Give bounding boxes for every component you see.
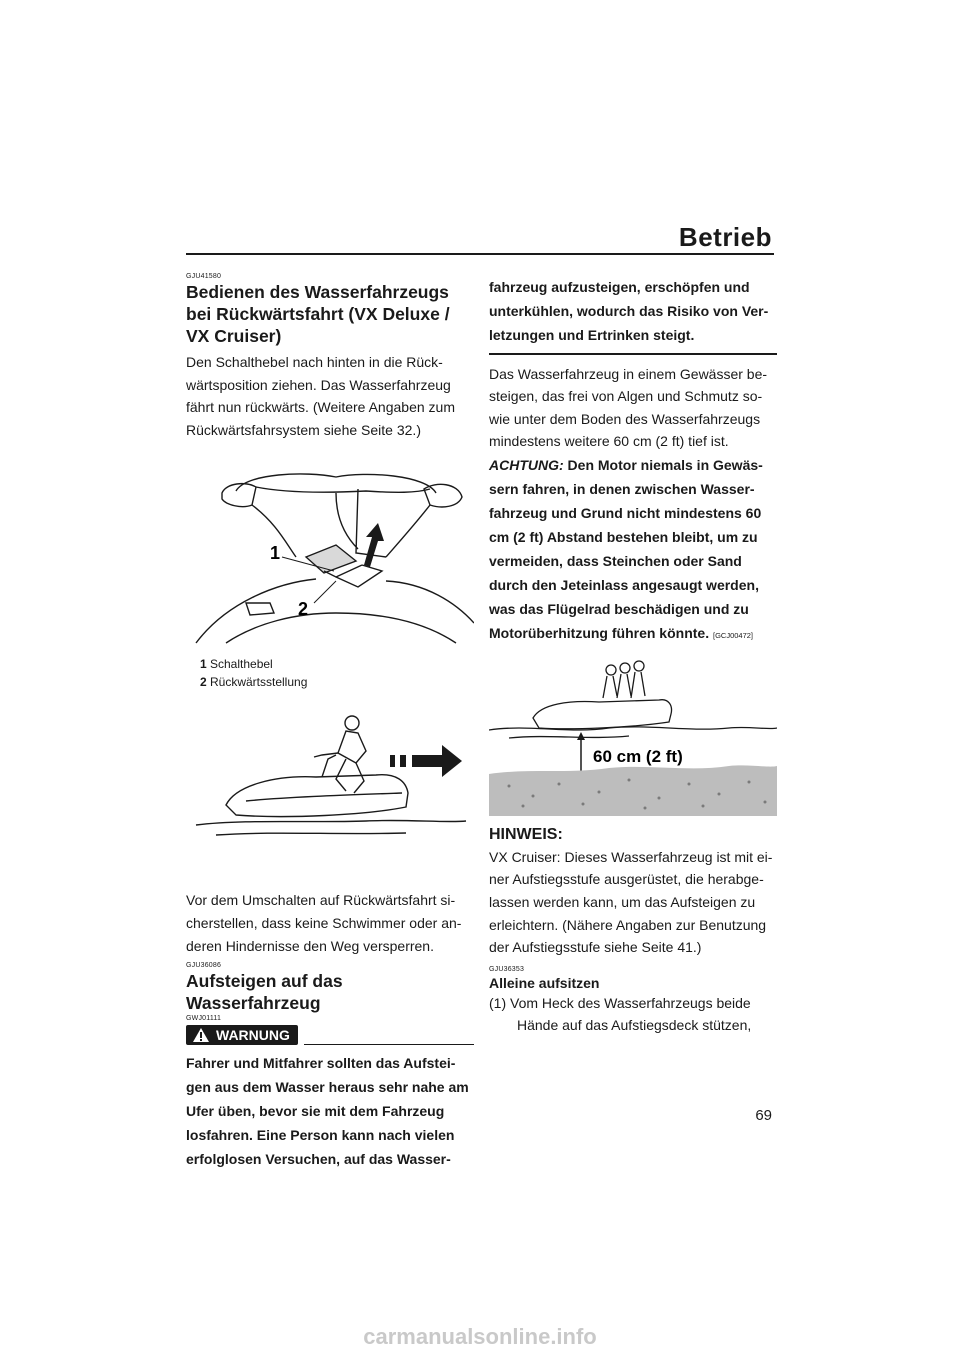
- depth-label: 60 cm (2 ft): [593, 746, 683, 766]
- warning-triangle-icon: [192, 1027, 210, 1043]
- warning-text: Fahrer und Mitfahrer sollten das Aufstei-gen aus dem Wasser heraus sehr nahe am Ufer üben, bevor sie mit dem Fahrzeug losfahren. Eine Person kann nach vielen erfolglosen Versuchen, auf das Wasser-: [186, 1055, 469, 1168]
- warning-text-continued: fahrzeug aufzusteigen, erschöpfen und unterkühlen, wodurch das Risiko von Ver-letzungen und Ertrinken steigt.: [489, 279, 769, 343]
- reverse-riding-figure: [186, 715, 474, 845]
- page-header-title: Betrieb: [678, 222, 772, 252]
- shift-lever-figure: [186, 453, 474, 653]
- caution-label: ACHTUNG:: [489, 456, 564, 473]
- section-code: GJU41580: [186, 273, 222, 280]
- section-code: GJU36086: [186, 962, 222, 970]
- depth-clearance-illustration: [489, 656, 777, 816]
- step-1-text: (1) Vom Heck des Wasserfahrzeugs beide Hände auf das Aufstiegsdeck stützen,: [489, 994, 752, 1034]
- section-title-alone: Alleine aufsitzen: [489, 974, 600, 991]
- figure-legend: [186, 655, 474, 691]
- hinweis-title: HINWEIS:: [489, 825, 563, 843]
- caution-text: Den Motor niemals in Gewäs-sern fahren, in denen zwischen Wasser-fahrzeug und Grund nicht mindestens 60 cm (2 ft) Abstand bestehen bleibt, um zu vermeiden, dass Steinchen oder Sand durch den Jeteinlass angesaugt werden, was das Flügelrad beschädigen und zu Motorüberhitzung führen könnte.: [489, 456, 763, 641]
- caution-code: [GCJ00472]: [712, 630, 754, 640]
- watermark: carmanualsonline.info: [363, 1324, 597, 1349]
- reverse-body-text: Den Schalthebel nach hinten in die Rück-wärtsposition ziehen. Das Wasserfahrzeug fährt nun rückwärts. (Weitere Angaben zum Rückwärtsfahrsystem siehe Seite 32.): [186, 354, 455, 438]
- legend-text: Schalthebel: [210, 657, 273, 672]
- warning-rule: [304, 1044, 474, 1046]
- caution-paragraph: [489, 453, 777, 648]
- section-title-reverse: Bedienen des Wasserfahrzeugs bei Rückwärtsfahrt (VX Deluxe / VX Cruiser): [186, 282, 450, 346]
- warning-label: WARNUNG: [216, 1027, 290, 1044]
- legend-text: Rückwärtsstellung: [210, 675, 308, 690]
- warning-badge: [186, 1025, 298, 1045]
- section-title-boarding: Aufsteigen auf das Wasserfahrzeug: [186, 971, 343, 1014]
- right-column: [489, 275, 777, 1037]
- legend-item: [200, 673, 474, 691]
- section-code: GJU36353: [489, 965, 525, 973]
- header-rule: [186, 253, 774, 255]
- legend-item: [200, 655, 474, 673]
- page-number: 69: [755, 1107, 772, 1124]
- callout-1: 1: [270, 543, 281, 564]
- warning-header: [186, 1025, 474, 1045]
- warning-end-rule: [489, 353, 777, 355]
- depth-body-text: Das Wasserfahrzeug in einem Gewässer be-steigen, das frei von Algen und Schmutz so-wie unter dem Boden des Wasserfahrzeugs mindestens weitere 60 cm (2 ft) tief ist.: [489, 365, 768, 450]
- depth-clearance-figure: [489, 656, 777, 816]
- legend-number: 1: [200, 657, 207, 672]
- left-column: [186, 272, 474, 1171]
- shift-lever-illustration: [186, 453, 474, 653]
- callout-2: 2: [298, 599, 309, 620]
- obstacle-warning-text: Vor dem Umschalten auf Rückwärtsfahrt si-cherstellen, dass keine Schwimmer oder an-deren Hindernisse den Weg versperren.: [186, 892, 462, 954]
- reverse-riding-illustration: [186, 715, 474, 845]
- warning-code: GWJ01111: [186, 1015, 222, 1023]
- legend-number: 2: [200, 675, 207, 690]
- hinweis-text: VX Cruiser: Dieses Wasserfahrzeug ist mit ei-ner Aufstiegsstufe ausgerüstet, die herabge-lassen werden kann, um das Aufsteigen zu erleichtern. (Nähere Angaben zur Benutzung der Aufstiegsstufe siehe Seite 41.): [489, 848, 773, 956]
